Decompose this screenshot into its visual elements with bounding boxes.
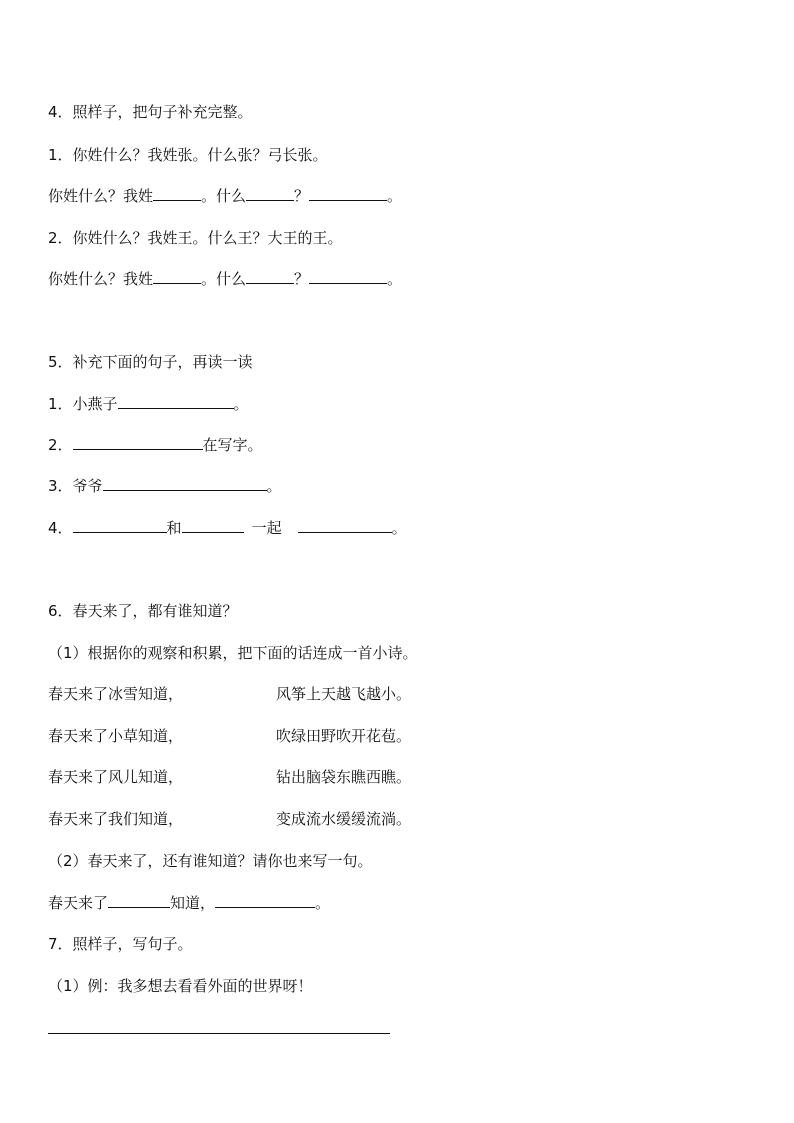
q5-item-4 — [48, 518, 407, 538]
q4-fill-2-c: ？ — [294, 270, 310, 288]
q4-fill-2-b: 。什么 — [201, 270, 247, 288]
q5-item-4-d: 。 — [391, 519, 407, 537]
answer-line[interactable] — [48, 1033, 390, 1034]
poem-left[interactable]: 春天来了风儿知道， — [48, 768, 184, 786]
q5-item-4-b: 和 — [166, 519, 182, 537]
poem-left[interactable]: 春天来了我们知道， — [48, 810, 184, 828]
poem-right[interactable]: 吹绿田野吹开花苞。 — [276, 727, 412, 745]
q6-part-1: （1）根据你的观察和积累，把下面的话连成一首小诗。 — [48, 644, 418, 662]
q6-part-2: （2）春天来了，还有谁知道？请你也来写一句。 — [48, 852, 373, 870]
blank[interactable] — [73, 436, 203, 450]
q6-fill-a: 春天来了 — [48, 894, 109, 912]
q5-item-2-a: 2． — [48, 436, 73, 454]
q6-fill-c: 。 — [315, 894, 331, 912]
poem-right[interactable]: 钻出脑袋东瞧西瞧。 — [276, 768, 412, 786]
blank[interactable] — [182, 519, 244, 533]
q4-example-1: 1．你姓什么？我姓张。什么张？弓长张。 — [48, 146, 328, 164]
poem-row — [48, 809, 412, 829]
q4-fill-2 — [48, 269, 402, 289]
blank[interactable] — [153, 270, 201, 284]
q4-title: 4．照样子，把句子补充完整。 — [48, 103, 253, 121]
poem-left[interactable]: 春天来了小草知道， — [48, 727, 184, 745]
q5-title: 5．补充下面的句子，再读一读 — [48, 353, 253, 371]
blank[interactable] — [298, 519, 392, 533]
q4-fill-1 — [48, 186, 402, 206]
q6-fill — [48, 893, 330, 913]
q5-item-2-b: 在写字。 — [202, 436, 263, 454]
blank[interactable] — [103, 477, 267, 491]
q5-item-3 — [48, 476, 282, 496]
q6-title: 6．春天来了，都有谁知道？ — [48, 602, 238, 620]
q5-item-2 — [48, 435, 263, 455]
q5-item-4-c: 一起 — [251, 519, 282, 537]
blank[interactable] — [153, 187, 201, 201]
q5-item-1-a: 1．小燕子 — [48, 395, 118, 413]
q6-fill-b: 知道， — [170, 894, 216, 912]
blank[interactable] — [246, 187, 294, 201]
q5-item-1-b: 。 — [233, 395, 249, 413]
blank[interactable] — [309, 187, 387, 201]
blank[interactable] — [108, 894, 170, 908]
blank[interactable] — [215, 894, 315, 908]
q4-fill-2-d: 。 — [387, 270, 403, 288]
poem-row — [48, 767, 412, 787]
poem-left[interactable]: 春天来了冰雪知道， — [48, 685, 184, 703]
blank[interactable] — [246, 270, 294, 284]
q7-title: 7．照样子，写句子。 — [48, 935, 193, 953]
q7-example-1: （1）例：我多想去看看外面的世界呀！ — [48, 977, 313, 995]
q5-item-4-a: 4． — [48, 519, 73, 537]
q4-fill-2-a: 你姓什么？我姓 — [48, 270, 154, 288]
q4-example-2: 2．你姓什么？我姓王。什么王？大王的王。 — [48, 229, 343, 247]
q4-fill-1-a: 你姓什么？我姓 — [48, 187, 154, 205]
q5-item-3-b: 。 — [266, 477, 282, 495]
q4-fill-1-c: ？ — [294, 187, 310, 205]
blank[interactable] — [309, 270, 387, 284]
q5-item-3-a: 3．爷爷 — [48, 477, 103, 495]
poem-row — [48, 726, 412, 746]
poem-right[interactable]: 变成流水缓缓流淌。 — [276, 810, 412, 828]
poem-right[interactable]: 风筝上天越飞越小。 — [276, 685, 412, 703]
poem-row — [48, 684, 412, 704]
blank[interactable] — [73, 519, 167, 533]
blank[interactable] — [118, 395, 234, 409]
q4-fill-1-b: 。什么 — [201, 187, 247, 205]
q4-fill-1-d: 。 — [387, 187, 403, 205]
q5-item-1 — [48, 394, 249, 414]
